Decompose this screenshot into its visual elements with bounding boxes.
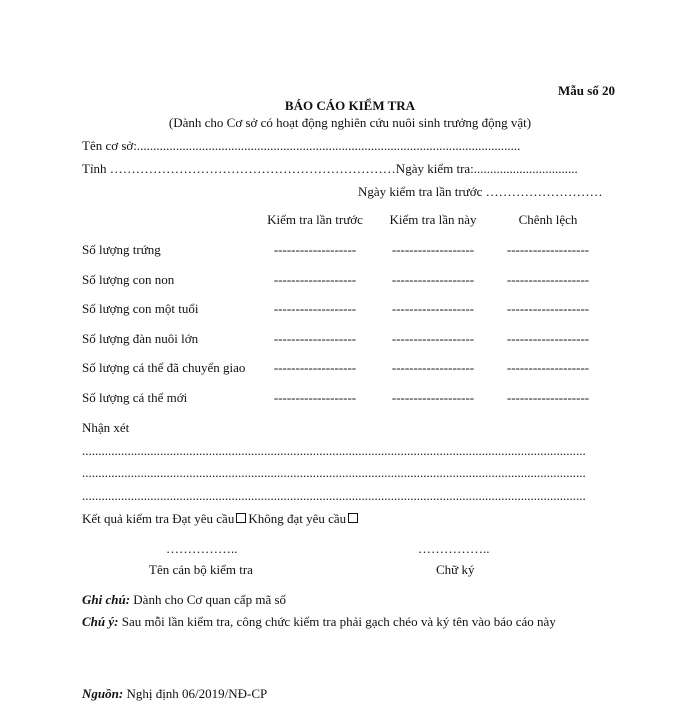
source-label: Nguồn: [82,686,124,701]
document-subtitle: (Dành cho Cơ sở có hoạt động nghiên cứu nuôi sinh trưởng động vật) [168,115,532,130]
note-label: Ghi chú: [82,592,131,607]
note-text: Dành cho Cơ quan cấp mã số [130,592,287,607]
row-label: Số lượng đàn nuôi lớn [82,331,199,346]
pass-checkbox[interactable] [236,513,246,523]
blank-cell: ------------------- [391,272,475,287]
row-label: Số lượng trứng [82,242,161,257]
blank-cell: ------------------- [273,301,357,316]
signature-dots: …………….. [418,541,490,556]
blank-cell: ------------------- [506,331,590,346]
blank-cell: ------------------- [391,301,475,316]
blank-cell: ------------------- [391,242,475,257]
last-check-date-field: Ngày kiểm tra lần trước ……………………… [358,184,603,199]
row-label: Số lượng con một tuổi [82,301,199,316]
province-date-field: Tỉnh …………………………………………………………Ngày kiểm tra:................................ [82,161,578,176]
inspector-name-dots: …………….. [166,541,238,556]
blank-cell: ------------------- [273,390,357,405]
comments-line: ........................................................................................................................................................... [82,488,586,503]
signature-label: Chữ ký [436,562,475,577]
row-label: Số lượng con non [82,272,175,287]
result-pass-label: Đạt yêu cầu [172,511,235,526]
blank-cell: ------------------- [391,390,475,405]
comments-label: Nhận xét [82,420,130,435]
result-line [82,511,360,527]
note-label: Chú ý: [82,614,119,629]
blank-cell: ------------------- [506,301,590,316]
blank-cell: ------------------- [273,360,357,375]
comments-line: ........................................................................................................................................................... [82,443,586,458]
column-header-previous: Kiểm tra lần trước [267,212,363,227]
row-label: Số lượng cá thể mới [82,390,188,405]
fail-checkbox[interactable] [348,513,358,523]
note-line [82,614,556,630]
blank-cell: ------------------- [506,390,590,405]
blank-cell: ------------------- [273,272,357,287]
blank-cell: ------------------- [273,331,357,346]
blank-cell: ------------------- [506,272,590,287]
column-header-difference: Chênh lệch [518,212,578,227]
result-prefix: Kết quả kiểm tra [82,511,169,526]
inspector-name-label: Tên cán bộ kiểm tra [149,562,253,577]
blank-cell: ------------------- [391,360,475,375]
row-label: Số lượng cá thể đã chuyển giao [82,360,246,375]
blank-cell: ------------------- [506,242,590,257]
source-text: Nghị định 06/2019/NĐ-CP [123,686,268,701]
blank-cell: ------------------- [273,242,357,257]
blank-cell: ------------------- [391,331,475,346]
blank-cell: ------------------- [506,360,590,375]
column-header-current: Kiểm tra lần này [389,212,477,227]
result-fail-label: Không đạt yêu cầu [248,511,347,526]
document-title: BÁO CÁO KIỂM TRA [284,98,416,113]
comments-line: ........................................................................................................................................................... [82,465,586,480]
form-number: Mẫu số 20 [558,83,616,98]
note-text: Sau mỗi lần kiểm tra, công chức kiểm tra phải gạch chéo và ký tên vào báo cáo này [118,614,556,629]
note-line [82,592,286,608]
facility-name-field: Tên cơ sở:...................................................................................................................... [82,138,521,153]
